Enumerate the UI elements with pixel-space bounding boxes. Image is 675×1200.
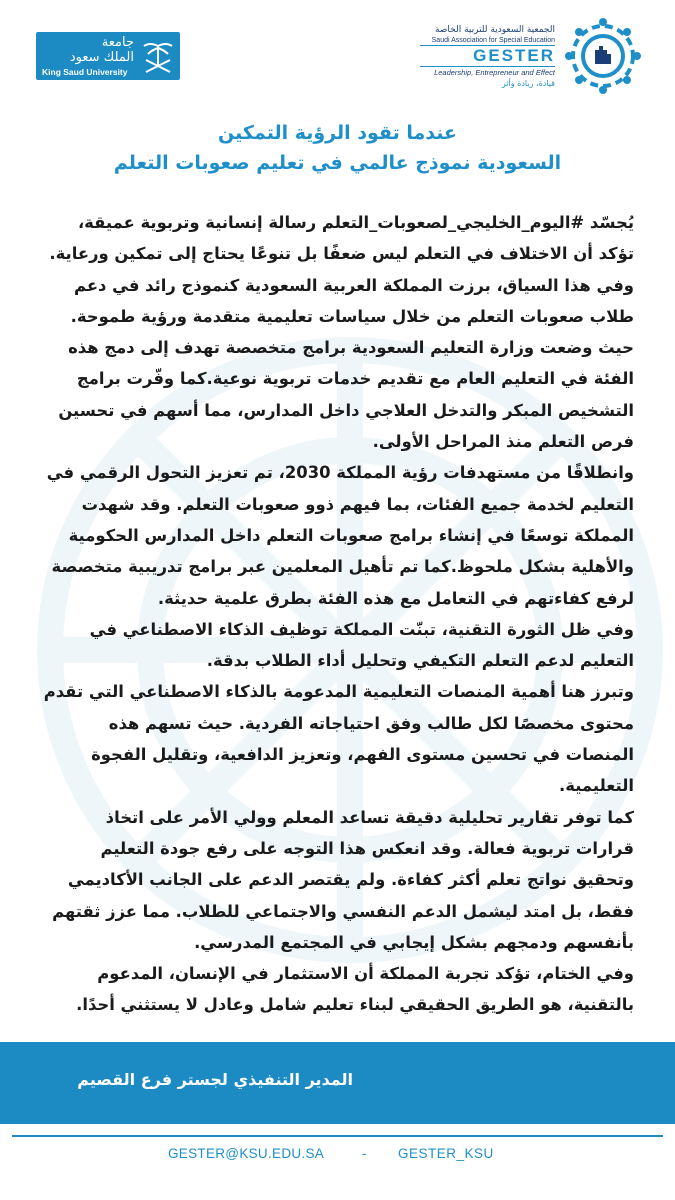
header bbox=[0, 0, 675, 110]
paragraph: حيث وضعت وزارة التعليم السعودية برامج متخصصة تهدف إلى دمج هذه الفئة في التعليم العام مع تقديم خدمات تربوية نوعية.كما وفّرت برامج التشخيص المبكر والتدخل العلاجي داخل المدارس، مما أسهم في تحسين فرص التعلم منذ المراحل الأولى. bbox=[58, 338, 634, 452]
footer-divider bbox=[12, 1135, 663, 1137]
gester-tagline-ar: قيادة، ريادة وأثر bbox=[501, 79, 555, 88]
paragraph: وتبرز هنا أهمية المنصات التعليمية المدعومة بالذكاء الاصطناعي التي تقدم محتوى مخصصًا لكل طالب وفق احتياجاته الفردية. حيث تسهم هذه المنصات في تحسين مستوى الفهم، وتعزيز الدافعية، وتقليل الفجوة التعليمية. bbox=[43, 682, 634, 796]
gester-arabic-name: الجمعية السعودية للتربية الخاصة bbox=[434, 25, 555, 35]
ksu-english-name: King Saud University bbox=[42, 67, 128, 77]
paragraph: وانطلاقًا من مستهدفات رؤية المملكة 2030، تم تعزيز التحول الرقمي في التعليم لخدمة جميع الفئات، بما فيهم ذوو صعوبات التعلم. وقد شهدت المملكة توسعًا في إنشاء برامج صعوبات التعلم داخل المدارس الحكومية والأهلية بشكل ملحوظ.كما تم تأهيل المعلمين عبر برامج تدريبية متخصصة لرفع كفاءتهم في التعامل مع هذه الفئة بطرق علمية حديثة. bbox=[46, 463, 634, 608]
ksu-logo bbox=[36, 32, 180, 80]
contact-handle-link[interactable]: GESTER_KSU bbox=[398, 1146, 494, 1161]
ksu-arabic-line1: جامعة bbox=[101, 35, 134, 50]
gester-english-name: Saudi Association for Special Education bbox=[431, 37, 555, 44]
gester-emblem-icon bbox=[563, 16, 643, 96]
palm-swords-emblem-icon bbox=[140, 36, 176, 76]
contact-separator: - bbox=[362, 1146, 367, 1161]
contact-email-link[interactable]: GESTER@KSU.EDU.SA bbox=[168, 1146, 325, 1161]
paragraph: وفي ظل الثورة التقنية، تبنّت المملكة توظيف الذكاء الاصطناعي في التعليم لدعم التعلم التكيفي وتحليل أداء الطلاب بدقة. bbox=[89, 619, 634, 671]
article-body bbox=[42, 207, 634, 1021]
title-line2: السعودية نموذج عالمي في تعليم صعوبات التعلم bbox=[113, 152, 562, 174]
page-title bbox=[40, 118, 635, 178]
title-line1: عندما تقود الرؤية التمكين bbox=[218, 122, 457, 144]
paragraph: وفي الختام، تؤكد تجربة المملكة أن الاستثمار في الإنسان، المدعوم بالتقنية، هو الطريق الحقيقي لبناء تعليم شامل وعادل لا يستثني أحدًا. bbox=[76, 964, 634, 1015]
paragraph: يُجسّد #اليوم_الخليجي_لصعوبات_التعلم رسالة إنسانية وتربوية عميقة، تؤكد أن الاختلاف في التعلم ليس ضعفًا بل تنوعًا يحتاج إلى تمكين ورعاية. bbox=[49, 213, 634, 264]
paragraph: وفي هذا السياق، برزت المملكة العربية السعودية كنموذج رائد في دعم طلاب صعوبات التعلم من خلال سياسات تعليمية متقدمة ورؤية طموحة. bbox=[70, 275, 634, 326]
gester-brand: GESTER bbox=[420, 45, 555, 67]
gester-logo bbox=[420, 24, 555, 94]
paragraph: كما توفر تقارير تحليلية دقيقة تساعد المعلم وولي الأمر على اتخاذ قرارات تربوية فعالة. وقد انعكس هذا التوجه على رفع جودة التعليم وتحقيق نواتج تعلم أكثر كفاءة. ولم يقتصر الدعم على الجانب الأكاديمي فقط، بل امتد ليشمل الدعم النفسي والاجتماعي للطلاب. مما عزز ثقتهم بأنفسهم ودمجهم بشكل إيجابي في المجتمع المدرسي. bbox=[52, 807, 634, 952]
contact-bar bbox=[0, 1146, 675, 1168]
ksu-arabic-line2: الملك سعود bbox=[69, 50, 134, 65]
signature-band bbox=[0, 1042, 675, 1124]
signature-text: المدير التنفيذي لجستر فرع القصيم bbox=[77, 1070, 353, 1089]
gester-tagline-en: Leadership, Entrepreneur and Effect bbox=[434, 68, 555, 77]
